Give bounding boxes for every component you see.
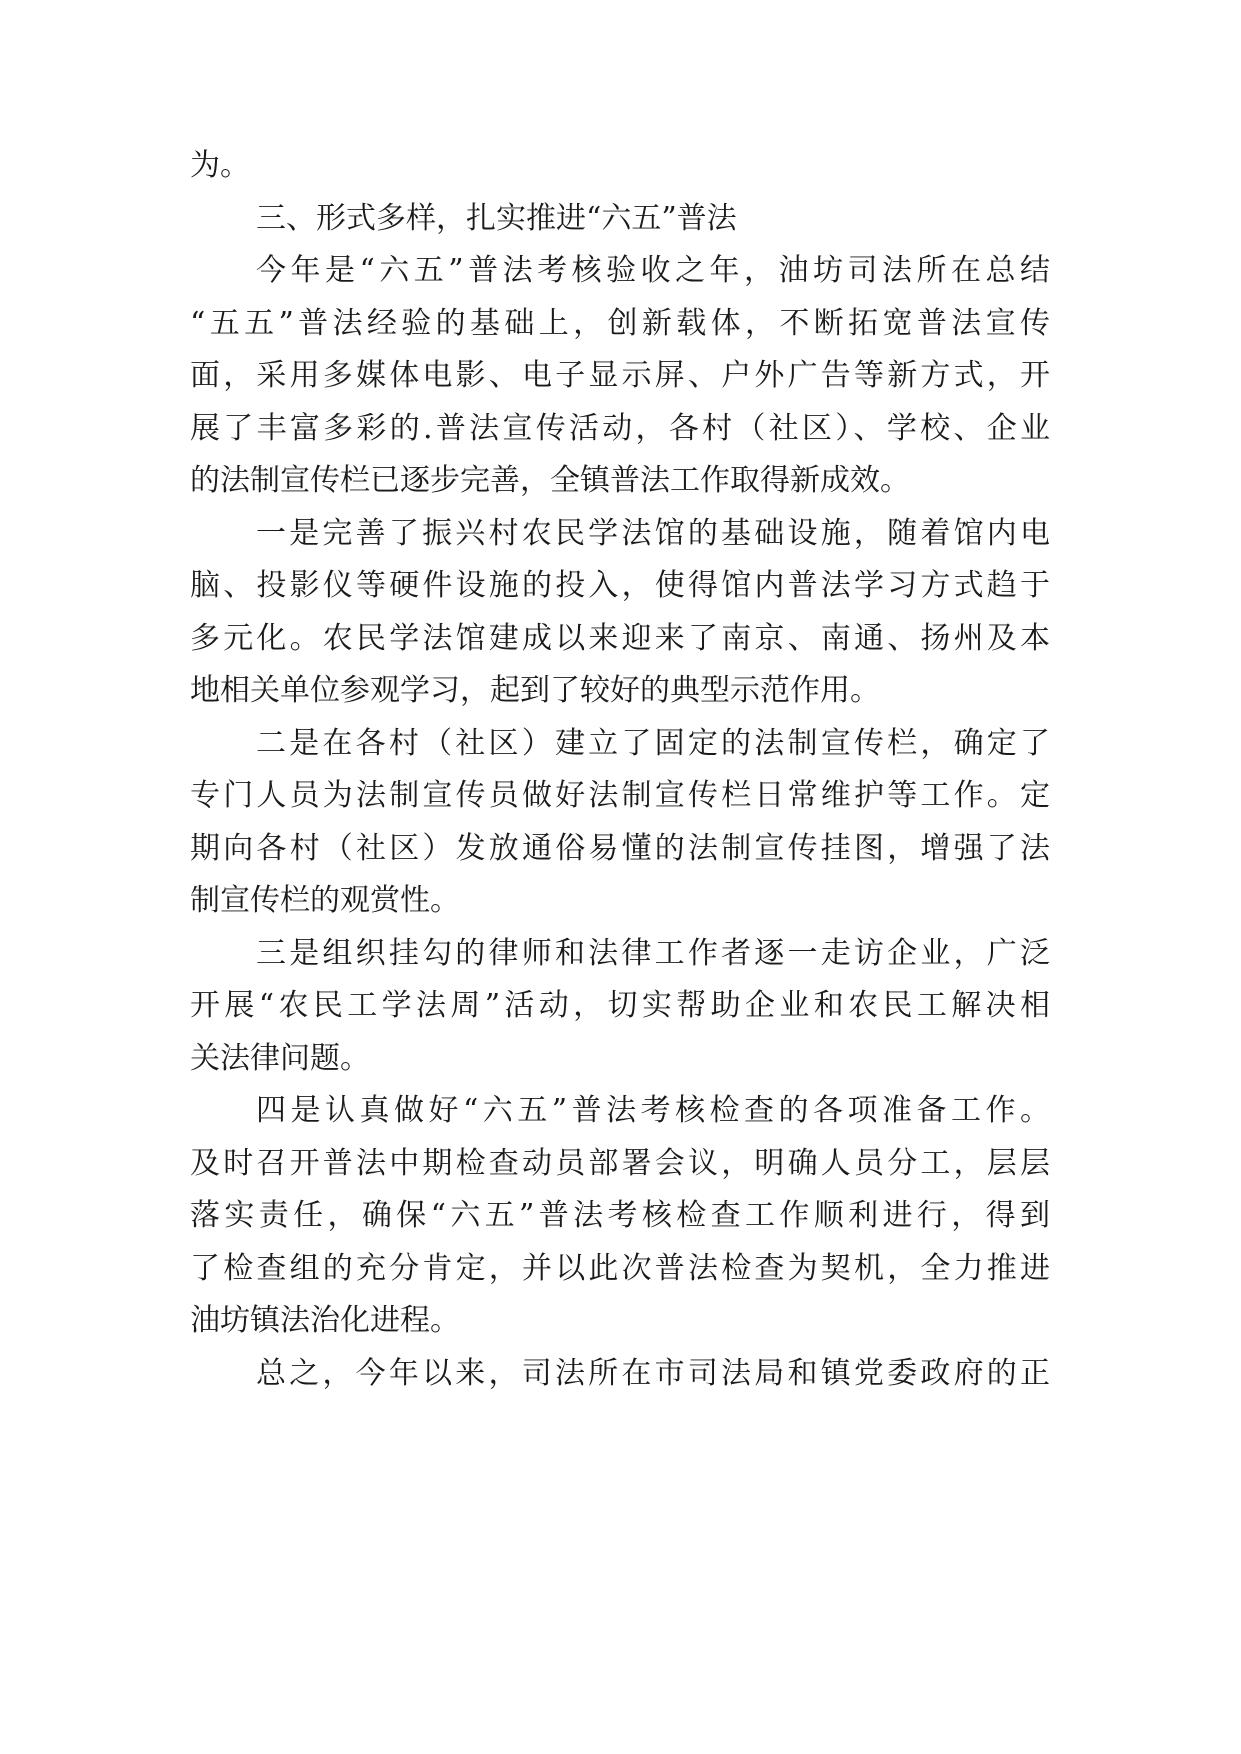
text-line: 今年是“六五”普法考核验收之年，油坊司法所在总结 <box>256 253 1050 288</box>
text-line: 期向各村（社区）发放通俗易懂的法制宣传挂图，增强了法 <box>190 831 1050 866</box>
text-line: 为。 <box>190 148 250 183</box>
text-line: 面，采用多媒体电影、电子显示屏、户外广告等新方式，开 <box>190 358 1050 393</box>
text-line: 了检查组的充分肯定，并以此次普法检查为契机，全力推进 <box>190 1251 1050 1286</box>
text-line: 脑、投影仪等硬件设施的投入，使得馆内普法学习方式趋于 <box>190 568 1050 603</box>
section-heading: 三、形式多样，扎实推进“六五”普法 <box>256 201 737 236</box>
text-line: 开展“农民工学法周”活动，切实帮助企业和农民工解决相 <box>190 988 1050 1023</box>
text-line: 地相关单位参观学习，起到了较好的典型示范作用。 <box>190 673 880 708</box>
text-line: 的法制宣传栏已逐步完善，全镇普法工作取得新成效。 <box>190 463 910 498</box>
text-line: 专门人员为法制宣传员做好法制宣传栏日常维护等工作。定 <box>190 778 1050 813</box>
text-line: 三是组织挂勾的律师和法律工作者逐一走访企业，广泛 <box>256 936 1050 971</box>
text-line: 油坊镇法治化进程。 <box>190 1303 460 1338</box>
text-line: “五五”普法经验的基础上，创新载体，不断拓宽普法宣传 <box>190 306 1050 341</box>
text-line: 制宣传栏的观赏性。 <box>190 883 460 918</box>
text-line: 总之，今年以来，司法所在市司法局和镇党委政府的正 <box>256 1356 1050 1391</box>
text-line: 一是完善了振兴村农民学法馆的基础设施，随着馆内电 <box>256 516 1050 551</box>
text-line: 落实责任，确保“六五”普法考核检查工作顺利进行，得到 <box>190 1198 1050 1233</box>
text-line: 及时召开普法中期检查动员部署会议，明确人员分工，层层 <box>190 1146 1050 1181</box>
text-line: 展了丰富多彩的.普法宣传活动，各村（社区）、学校、企业 <box>190 411 1050 446</box>
text-line: 关法律问题。 <box>190 1041 370 1076</box>
text-line: 四是认真做好“六五”普法考核检查的各项准备工作。 <box>256 1093 1050 1128</box>
text-line: 多元化。农民学法馆建成以来迎来了南京、南通、扬州及本 <box>190 621 1050 656</box>
text-line: 二是在各村（社区）建立了固定的法制宣传栏，确定了 <box>256 726 1050 761</box>
